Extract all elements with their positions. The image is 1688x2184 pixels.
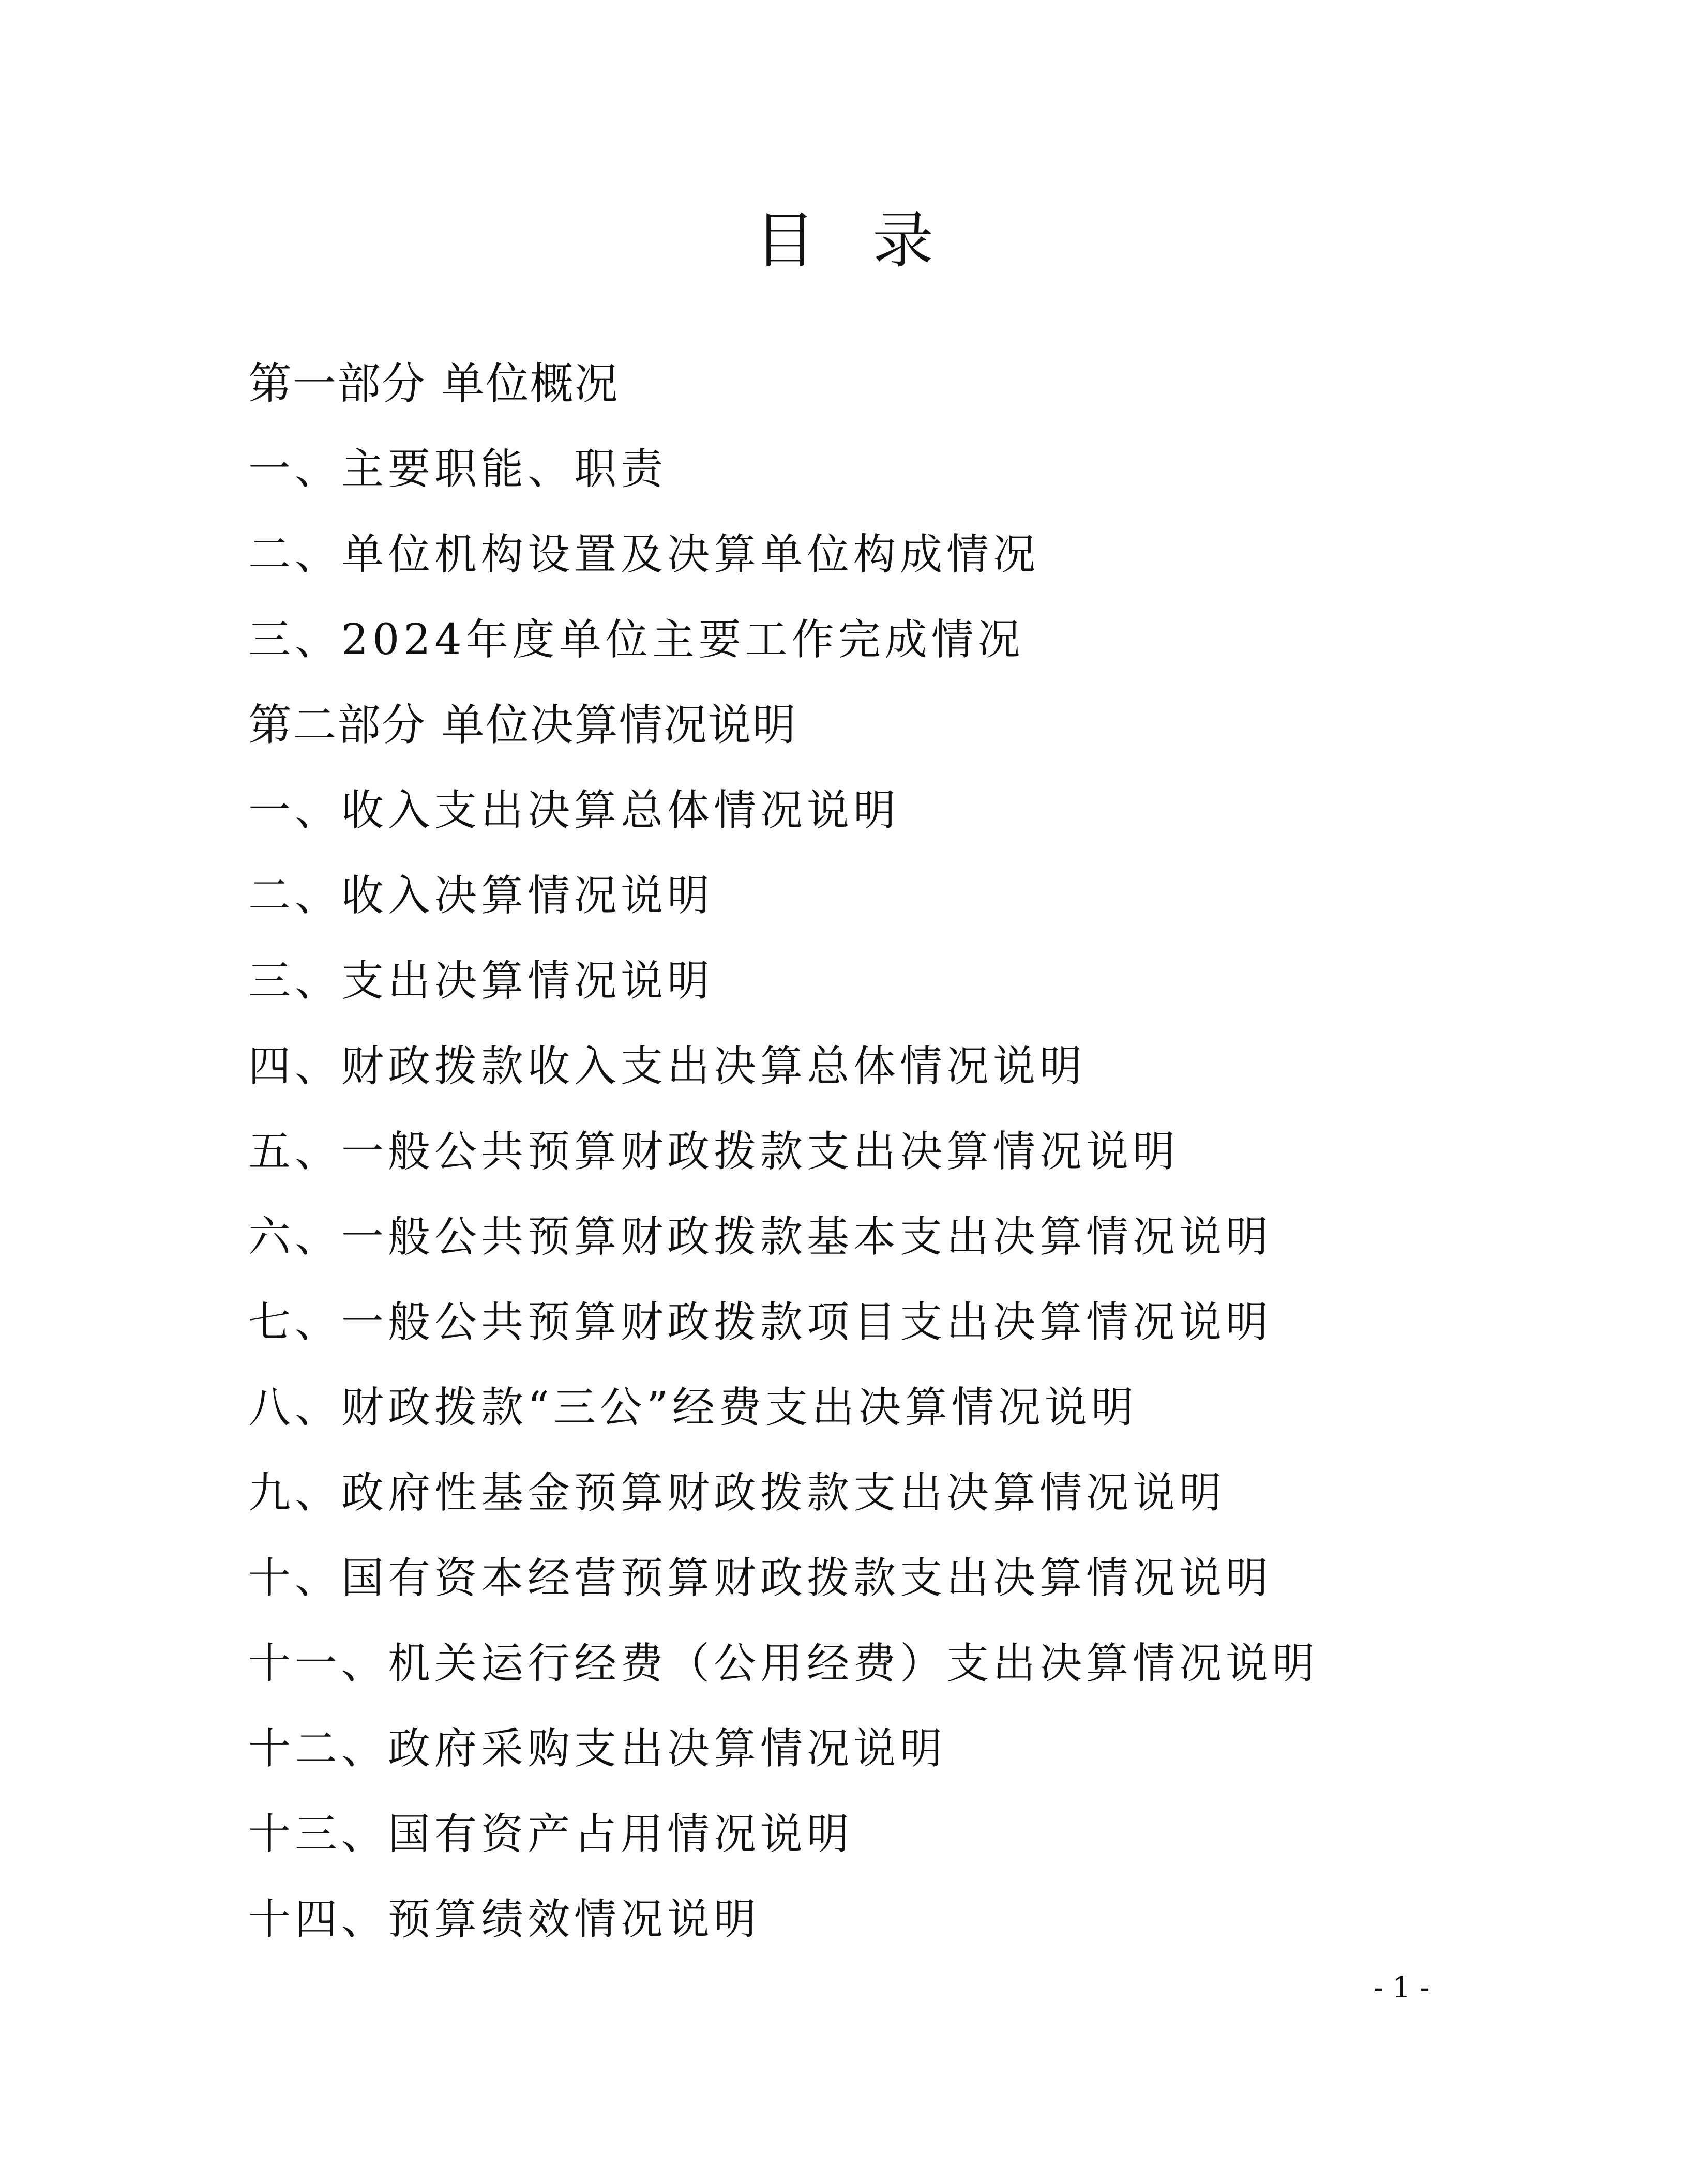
toc-item[interactable]: 九、政府性基金预算财政拨款支出决算情况说明 (248, 1468, 1226, 1518)
page-number: - 1 - (1373, 1971, 1430, 2005)
toc-item[interactable]: 八、财政拨款“三公”经费支出决算情况说明 (248, 1383, 1138, 1432)
toc-item[interactable]: 二、收入决算情况说明 (248, 871, 714, 920)
toc-item[interactable]: 五、一般公共预算财政拨款支出决算情况说明 (248, 1127, 1180, 1176)
table-of-contents (248, 341, 1520, 1962)
toc-item[interactable]: 十、国有资本经营预算财政拨款支出决算情况说明 (248, 1554, 1273, 1603)
toc-item[interactable]: 十三、国有资产占用情况说明 (248, 1810, 854, 1859)
page-title: 目录 (754, 205, 990, 276)
toc-part-1[interactable]: 第一部分 单位概况 (248, 358, 619, 409)
toc-item[interactable]: 三、2024年度单位主要工作完成情况 (248, 615, 1024, 664)
toc-item[interactable]: 四、财政拨款收入支出决算总体情况说明 (248, 1042, 1087, 1091)
toc-item[interactable]: 一、收入支出决算总体情况说明 (248, 786, 900, 835)
toc-item[interactable]: 十四、预算绩效情况说明 (248, 1895, 761, 1944)
toc-item[interactable]: 十一、机关运行经费（公用经费）支出决算情况说明 (248, 1639, 1319, 1688)
toc-part-2[interactable]: 第二部分 单位决算情况说明 (248, 700, 797, 750)
toc-item[interactable]: 二、单位机构设置及决算单位构成情况 (248, 530, 1040, 579)
toc-item[interactable]: 六、一般公共预算财政拨款基本支出决算情况说明 (248, 1212, 1273, 1262)
toc-item[interactable]: 七、一般公共预算财政拨款项目支出决算情况说明 (248, 1298, 1273, 1347)
toc-item[interactable]: 十二、政府采购支出决算情况说明 (248, 1724, 947, 1773)
toc-item[interactable]: 三、支出决算情况说明 (248, 957, 714, 1006)
toc-item[interactable]: 一、主要职能、职责 (248, 445, 668, 494)
